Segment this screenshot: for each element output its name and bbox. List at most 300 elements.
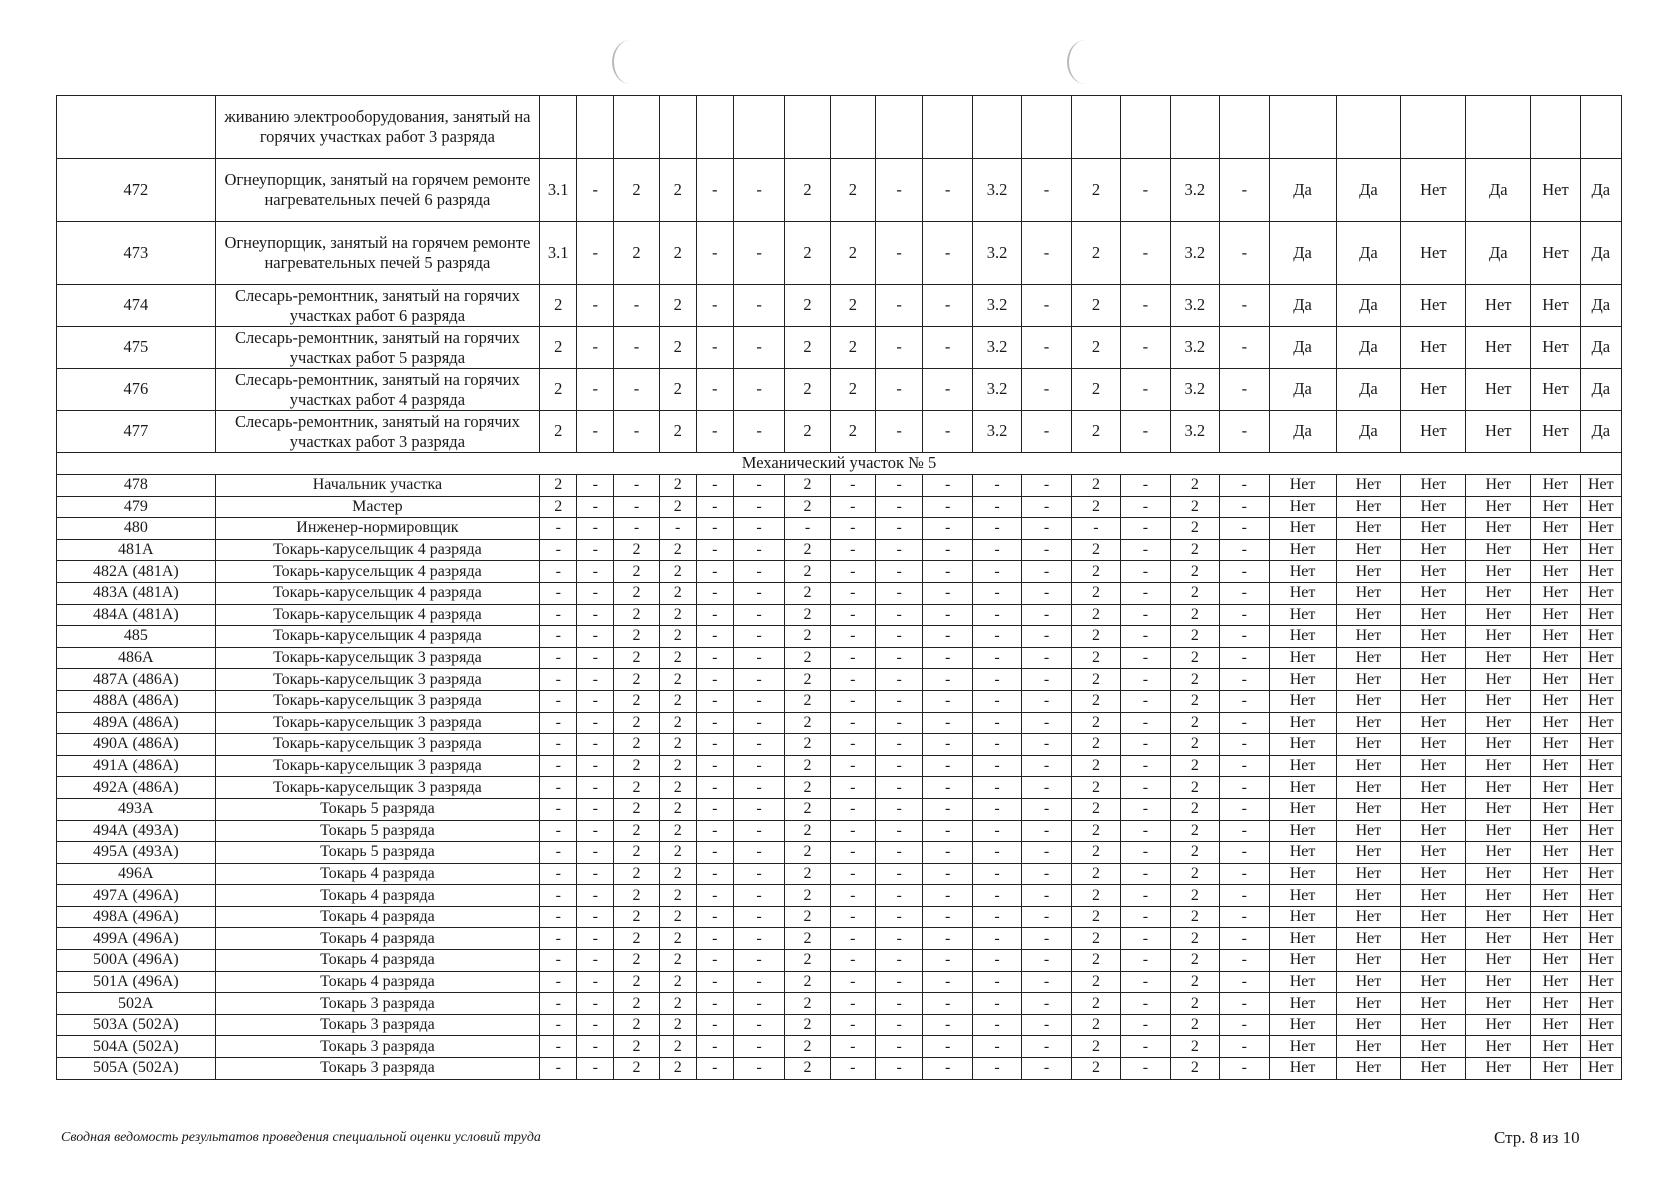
cell-factor-class: -: [1121, 222, 1170, 285]
cell-factor-class: -: [1220, 222, 1269, 285]
cell-flag: Да: [1466, 222, 1531, 285]
cell-flag: Нет: [1466, 518, 1531, 540]
cell-factor-class: 2: [1071, 906, 1120, 928]
cell-factor-class: 3.2: [972, 411, 1021, 453]
cell-flag: Нет: [1466, 906, 1531, 928]
table-row: [57, 863, 1622, 885]
cell-factor-class: -: [614, 285, 659, 327]
cell-id: 504А (502А): [57, 1036, 216, 1058]
cell-flag: Нет: [1401, 159, 1466, 222]
cell-flag: Нет: [1580, 496, 1621, 518]
cell-factor-class: -: [875, 159, 922, 222]
cell-factor-class: -: [972, 755, 1021, 777]
cell-flag: Нет: [1531, 222, 1580, 285]
cell-flag: Нет: [1336, 1014, 1401, 1036]
cell-factor-class: -: [1121, 369, 1170, 411]
cell-factor-class: -: [696, 863, 733, 885]
table-row: [57, 518, 1622, 540]
cell-factor-class: 2: [1071, 712, 1120, 734]
cell-flag: Нет: [1466, 626, 1531, 648]
cell-factor-class: 2: [785, 369, 830, 411]
cell-flag: Нет: [1401, 690, 1466, 712]
cell-flag: Да: [1336, 411, 1401, 453]
cell-job-title: Токарь 4 разряда: [215, 906, 540, 928]
cell-factor-class: 2: [614, 755, 659, 777]
cell-factor-class: -: [972, 690, 1021, 712]
cell-factor-class: -: [696, 950, 733, 972]
table-row: [57, 712, 1622, 734]
cell-flag: Нет: [1580, 950, 1621, 972]
cell-factor-class: 2: [1170, 1014, 1219, 1036]
table-row: [57, 690, 1622, 712]
cell-factor-class: -: [1022, 626, 1071, 648]
cell-factor-class: 2: [1170, 798, 1219, 820]
cell-factor-class: 2: [614, 582, 659, 604]
cell-factor-class: -: [875, 1014, 922, 1036]
table-row: [57, 475, 1622, 497]
cell-factor-class: -: [696, 928, 733, 950]
cell-flag: Нет: [1336, 626, 1401, 648]
cell-flag: Да: [1336, 369, 1401, 411]
cell-factor-class: 2: [785, 885, 830, 907]
cell-factor-class: -: [830, 993, 875, 1015]
table-row: [57, 971, 1622, 993]
cell-factor-class: -: [1121, 285, 1170, 327]
cell-factor-class: -: [540, 690, 577, 712]
cell-factor-class: -: [696, 906, 733, 928]
cell-flag: Нет: [1336, 539, 1401, 561]
cell-flag: Нет: [1531, 885, 1580, 907]
cell-flag: Нет: [1401, 798, 1466, 820]
cell-factor-class: -: [733, 669, 785, 691]
cell-job-title: Токарь-карусельщик 4 разряда: [215, 604, 540, 626]
cell-factor-class: -: [923, 842, 972, 864]
cell-flag: Нет: [1531, 690, 1580, 712]
cell-factor-class: -: [923, 496, 972, 518]
cell-factor-class: -: [696, 993, 733, 1015]
cell-flag: Нет: [1466, 327, 1531, 369]
cell-flag: Нет: [1531, 777, 1580, 799]
cell-flag: Нет: [1401, 369, 1466, 411]
cell-flag: Нет: [1580, 863, 1621, 885]
cell-factor-class: -: [875, 285, 922, 327]
cell-factor-class: -: [1220, 755, 1269, 777]
cell-flag: Нет: [1336, 582, 1401, 604]
cell-id: 503А (502А): [57, 1014, 216, 1036]
cell-factor-class: -: [1121, 475, 1170, 497]
cell-factor-class: -: [1121, 411, 1170, 453]
cell-factor-class: -: [923, 411, 972, 453]
cell-flag: Нет: [1401, 647, 1466, 669]
cell-flag: Нет: [1401, 411, 1466, 453]
cell-factor-class: 3.1: [540, 159, 577, 222]
cell-factor-class: -: [1022, 1058, 1071, 1080]
cell-factor-class: -: [614, 327, 659, 369]
cell-factor-class: -: [923, 285, 972, 327]
cell-id: 482А (481А): [57, 561, 216, 583]
cell-flag: Нет: [1336, 798, 1401, 820]
cell-flag: Нет: [1401, 496, 1466, 518]
cell-flag: Нет: [1580, 626, 1621, 648]
cell-factor-class: 2: [785, 582, 830, 604]
cell-factor-class: -: [830, 928, 875, 950]
cell-factor-class: -: [1121, 539, 1170, 561]
cell-factor-class: -: [1022, 798, 1071, 820]
cell-factor-class: -: [830, 885, 875, 907]
cell-flag: Нет: [1269, 777, 1336, 799]
cell-flag: Нет: [1336, 950, 1401, 972]
cell-factor-class: -: [972, 647, 1021, 669]
cell-factor-class: -: [1121, 906, 1170, 928]
cell-factor-class: -: [733, 604, 785, 626]
table-row: [57, 755, 1622, 777]
cell-flag: Нет: [1401, 222, 1466, 285]
cell-factor-class: 2: [659, 561, 696, 583]
cell-flag: Нет: [1580, 906, 1621, 928]
cell-flag: Да: [1269, 159, 1336, 222]
cell-factor-class: -: [972, 885, 1021, 907]
cell-factor-class: -: [1022, 669, 1071, 691]
cell-factor-class: 2: [1170, 1036, 1219, 1058]
cell-flag: Нет: [1466, 647, 1531, 669]
cell-factor-class: -: [577, 777, 614, 799]
cell-factor-class: -: [972, 561, 1021, 583]
cell-factor-class: 2: [540, 411, 577, 453]
cell-factor-class: -: [577, 369, 614, 411]
cell-factor-class: 2: [1170, 496, 1219, 518]
cell-factor-class: 2: [659, 734, 696, 756]
cell-factor-class: -: [696, 777, 733, 799]
cell-id: 497А (496А): [57, 885, 216, 907]
cell-flag: Нет: [1401, 971, 1466, 993]
cell-factor-class: 2: [785, 1058, 830, 1080]
cell-flag: Нет: [1269, 906, 1336, 928]
cell-factor-class: -: [923, 327, 972, 369]
table-row: [57, 734, 1622, 756]
cell-factor-class: -: [696, 755, 733, 777]
cell-flag: Нет: [1269, 604, 1336, 626]
cell-factor-class: 2: [1071, 950, 1120, 972]
cell-factor-class: -: [830, 798, 875, 820]
cell-flag: Да: [1269, 285, 1336, 327]
cell-id: 486А: [57, 647, 216, 669]
cell-factor-class: -: [733, 285, 785, 327]
cell-factor-class: 2: [1071, 222, 1120, 285]
cell-factor-class: -: [972, 712, 1021, 734]
cell-flag: Нет: [1401, 327, 1466, 369]
cell-factor-class: 2: [785, 798, 830, 820]
cell-flag: Нет: [1401, 1014, 1466, 1036]
cell-factor-class: -: [875, 327, 922, 369]
cell-factor-class: -: [1220, 582, 1269, 604]
cell-factor-class: -: [972, 798, 1021, 820]
cell-flag: Нет: [1531, 411, 1580, 453]
cell-factor-class: -: [733, 971, 785, 993]
cell-factor-class: 2: [1071, 285, 1120, 327]
cell-flag: Да: [1580, 222, 1621, 285]
cell-flag: Нет: [1269, 518, 1336, 540]
cell-factor-class: 2: [1071, 539, 1120, 561]
cell-job-title: Токарь 3 разряда: [215, 1058, 540, 1080]
cell-id: 483А (481А): [57, 582, 216, 604]
cell-factor-class: -: [696, 561, 733, 583]
cell-factor-class: -: [577, 863, 614, 885]
cell-factor-class: -: [972, 496, 1021, 518]
cell-flag: Нет: [1269, 755, 1336, 777]
cell-factor-class: -: [733, 475, 785, 497]
cell-flag: Нет: [1580, 712, 1621, 734]
cell-flag: Нет: [1466, 669, 1531, 691]
cell-factor-class: -: [1220, 906, 1269, 928]
cell-factor-class: -: [1121, 327, 1170, 369]
cell-factor-class: 2: [1170, 950, 1219, 972]
cell-flag: Нет: [1401, 777, 1466, 799]
cell-factor-class: -: [1220, 690, 1269, 712]
cell-factor-class: 2: [785, 647, 830, 669]
cell-factor-class: 2: [1071, 820, 1120, 842]
cell-id: 477: [57, 411, 216, 453]
cell-factor-class: 2: [614, 1036, 659, 1058]
cell-flag: Нет: [1466, 1058, 1531, 1080]
cell-factor-class: 2: [659, 327, 696, 369]
cell-factor-class: -: [1121, 647, 1170, 669]
cell-job-title: Токарь 3 разряда: [215, 1014, 540, 1036]
cell-factor-class: -: [733, 712, 785, 734]
cell-flag: Нет: [1531, 475, 1580, 497]
cell-factor-class: 2: [1071, 842, 1120, 864]
cell-factor-class: -: [540, 993, 577, 1015]
cell-flag: Нет: [1531, 496, 1580, 518]
cell-factor-class: -: [1022, 582, 1071, 604]
table-row: [57, 928, 1622, 950]
cell-flag: Нет: [1531, 561, 1580, 583]
cell-factor-class: 2: [659, 885, 696, 907]
cell-flag: Нет: [1466, 885, 1531, 907]
cell-factor-class: 2: [614, 734, 659, 756]
cell-flag: Нет: [1269, 950, 1336, 972]
cell-factor-class: -: [1121, 604, 1170, 626]
cell-factor-class: 2: [785, 1036, 830, 1058]
cell-factor-class: -: [1220, 734, 1269, 756]
cell-factor-class: -: [1220, 411, 1269, 453]
cell-factor-class: 2: [785, 159, 830, 222]
cell-factor-class: -: [577, 690, 614, 712]
cell-factor-class: -: [1121, 669, 1170, 691]
cell-factor-class: -: [540, 626, 577, 648]
cell-flag: Нет: [1531, 285, 1580, 327]
cell-factor-class: -: [540, 863, 577, 885]
cell-factor-class: -: [972, 928, 1021, 950]
cell-flag: Нет: [1401, 863, 1466, 885]
cell-job-title: Токарь 5 разряда: [215, 798, 540, 820]
cell-flag: Нет: [1401, 928, 1466, 950]
cell-factor-class: -: [875, 863, 922, 885]
table-row: [57, 1036, 1622, 1058]
cell-factor-class: -: [972, 950, 1021, 972]
cell-factor-class: 2: [540, 475, 577, 497]
cell-flag: Нет: [1466, 971, 1531, 993]
cell-factor-class: -: [540, 647, 577, 669]
cell-factor-class: -: [875, 1036, 922, 1058]
cell-id: 485: [57, 626, 216, 648]
cell-factor-class: -: [733, 798, 785, 820]
cell-factor-class: -: [972, 626, 1021, 648]
cell-flag: Нет: [1580, 777, 1621, 799]
cell-factor-class: 2: [614, 647, 659, 669]
cell-factor-class: -: [540, 820, 577, 842]
cell-factor-class: -: [733, 755, 785, 777]
cell-factor-class: 2: [785, 690, 830, 712]
cell-factor-class: 2: [785, 475, 830, 497]
table-row: [57, 1058, 1622, 1080]
cell-factor-class: 2: [1071, 626, 1120, 648]
cell-flag: Нет: [1401, 950, 1466, 972]
cell-flag: Нет: [1531, 734, 1580, 756]
cell-flag: Нет: [1531, 863, 1580, 885]
cell-factor-class: -: [1220, 369, 1269, 411]
cell-flag: Нет: [1336, 885, 1401, 907]
cell-job-title: Токарь 4 разряда: [215, 928, 540, 950]
cell-factor-class: -: [972, 971, 1021, 993]
cell-factor-class: -: [1121, 626, 1170, 648]
cell-factor-class: -: [1121, 561, 1170, 583]
cell-factor-class: -: [614, 518, 659, 540]
cell-id: 476: [57, 369, 216, 411]
cell-flag: Нет: [1466, 777, 1531, 799]
cell-flag: Нет: [1531, 604, 1580, 626]
punch-hole-right: [1067, 40, 1103, 84]
cell-job-title: Токарь 4 разряда: [215, 950, 540, 972]
cell-factor-class: -: [696, 496, 733, 518]
cell-flag: Нет: [1336, 669, 1401, 691]
cell-factor-class: -: [733, 222, 785, 285]
cell-factor-class: -: [923, 734, 972, 756]
cell-flag: Нет: [1466, 712, 1531, 734]
cell-id: 474: [57, 285, 216, 327]
cell-flag: Нет: [1336, 712, 1401, 734]
table-row: [57, 369, 1622, 411]
cell-job-title: Токарь-карусельщик 4 разряда: [215, 539, 540, 561]
cell-factor-class: 2: [540, 285, 577, 327]
cell-id: 501А (496А): [57, 971, 216, 993]
cell-factor-class: -: [1022, 863, 1071, 885]
cell-factor-class: -: [577, 842, 614, 864]
cell-flag: Нет: [1401, 669, 1466, 691]
cell-factor-class: -: [1220, 159, 1269, 222]
cell-factor-class: -: [1220, 647, 1269, 669]
cell-factor-class: -: [875, 222, 922, 285]
cell-factor-class: -: [923, 690, 972, 712]
cell-job-title: Слесарь-ремонтник, занятый на горячих участках работ 3 разряда: [215, 411, 540, 453]
cell-factor-class: 2: [614, 950, 659, 972]
cell-factor-class: 2: [659, 411, 696, 453]
cell-flag: Нет: [1336, 518, 1401, 540]
cell-factor-class: -: [923, 971, 972, 993]
cell-flag: Нет: [1580, 798, 1621, 820]
cell-job-title: Мастер: [215, 496, 540, 518]
cell-factor-class: -: [923, 475, 972, 497]
cell-factor-class: 2: [1170, 518, 1219, 540]
cell-job-title: Огнеупорщик, занятый на горячем ремонте нагревательных печей 5 разряда: [215, 222, 540, 285]
cell-factor-class: -: [1022, 411, 1071, 453]
cell-flag: Нет: [1466, 411, 1531, 453]
cell-factor-class: 3.2: [1170, 159, 1219, 222]
table-row: [57, 539, 1622, 561]
cell-factor-class: -: [830, 539, 875, 561]
cell-factor-class: -: [1121, 518, 1170, 540]
cell-flag: Нет: [1580, 561, 1621, 583]
cell-flag: Нет: [1580, 971, 1621, 993]
cell-factor-class: 2: [1071, 690, 1120, 712]
cell-factor-class: -: [1220, 993, 1269, 1015]
cell-factor-class: -: [696, 369, 733, 411]
cell-factor-class: -: [696, 539, 733, 561]
cell-factor-class: -: [972, 1014, 1021, 1036]
cell-id: 496А: [57, 863, 216, 885]
cell-id: 502А: [57, 993, 216, 1015]
cell-flag: Нет: [1466, 561, 1531, 583]
cell-flag: Нет: [1336, 971, 1401, 993]
cell-factor-class: 2: [659, 777, 696, 799]
cell-flag: Нет: [1466, 369, 1531, 411]
cell-factor-class: 2: [1170, 626, 1219, 648]
cell-factor-class: 2: [659, 712, 696, 734]
cell-job-title: Слесарь-ремонтник, занятый на горячих участках работ 5 разряда: [215, 327, 540, 369]
cell-flag: Нет: [1580, 820, 1621, 842]
cell-flag: Нет: [1401, 906, 1466, 928]
cell-factor-class: 2: [614, 863, 659, 885]
cell-factor-class: -: [1220, 604, 1269, 626]
cell-factor-class: -: [577, 798, 614, 820]
cell-factor-class: -: [923, 863, 972, 885]
cell-flag: Нет: [1466, 798, 1531, 820]
cell-factor-class: -: [540, 1014, 577, 1036]
cell-flag: Нет: [1401, 820, 1466, 842]
cell-factor-class: 2: [659, 820, 696, 842]
cell-factor-class: 2: [1071, 734, 1120, 756]
cell-factor-class: -: [1121, 863, 1170, 885]
cell-factor-class: 2: [1170, 690, 1219, 712]
cell-factor-class: 2: [659, 842, 696, 864]
cell-id: [57, 96, 216, 159]
cell-factor-class: 2: [785, 993, 830, 1015]
cell-factor-class: 2: [614, 222, 659, 285]
cell-flag: Нет: [1531, 971, 1580, 993]
cell-flag: Нет: [1531, 669, 1580, 691]
cell-factor-class: 2: [614, 561, 659, 583]
cell-factor-class: -: [733, 777, 785, 799]
cell-factor-class: -: [577, 285, 614, 327]
cell-flag: Нет: [1269, 971, 1336, 993]
cell-flag: Нет: [1580, 734, 1621, 756]
cell-factor-class: -: [696, 820, 733, 842]
cell-factor-class: -: [696, 518, 733, 540]
cell-factor-class: -: [1022, 539, 1071, 561]
cell-factor-class: -: [923, 626, 972, 648]
cell-factor-class: -: [1220, 327, 1269, 369]
cell-job-title: Токарь 5 разряда: [215, 842, 540, 864]
cell-factor-class: 2: [1170, 885, 1219, 907]
cell-flag: Да: [1580, 327, 1621, 369]
cell-factor-class: 2: [659, 475, 696, 497]
cell-factor-class: 2: [659, 222, 696, 285]
cell-factor-class: -: [830, 690, 875, 712]
cell-factor-class: 2: [659, 798, 696, 820]
cell-factor-class: 2: [1170, 993, 1219, 1015]
table-row: [57, 285, 1622, 327]
cell-flag: Нет: [1269, 626, 1336, 648]
cell-factor-class: -: [733, 906, 785, 928]
